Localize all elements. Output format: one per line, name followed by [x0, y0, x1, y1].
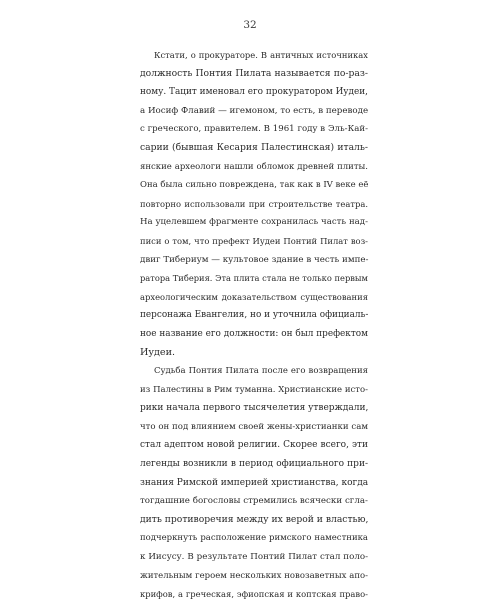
text-line: ратора Тиберия. Эта плита стала не только первым — [140, 273, 368, 284]
text-line: На уцелевшем фрагменте сохранилась часть над- — [140, 217, 368, 228]
text-line: к Иисусу. В результате Понтий Пилат стал поло- — [140, 552, 368, 563]
text-line: с греческого, правителем. В 1961 году в Эль-Кай- — [140, 124, 368, 135]
text-line: янские археологи нашли обломок древней плиты. — [140, 161, 368, 172]
text-line: должность Понтия Пилата называется по-раз- — [140, 67, 368, 79]
text-line: повторно использовали при строительстве театра. — [140, 198, 368, 209]
text-line: писи о том, что префект Иудеи Понтий Пилат воз- — [140, 235, 368, 246]
text-line: жительным героем нескольких новозаветных апо- — [140, 570, 368, 581]
text-line: крифов, а греческая, эфиопская и коптская право- — [140, 589, 368, 600]
text-line: Иудеи. — [140, 346, 176, 358]
text-line: двиг Тибериум — культовое здание в честь импе- — [140, 254, 369, 265]
text-line: персонажа Евангелия, но и уточнила официаль- — [140, 310, 369, 321]
text-line: археологическим доказательством существования — [140, 291, 368, 302]
text-line: а Иосиф Флавий — игемоном, то есть, в переводе — [140, 105, 369, 116]
text-line: легенды возникли в период официального при- — [140, 459, 368, 470]
text-line: Кстати, о прокураторе. В античных источниках — [154, 50, 368, 60]
text-line: знания Римской империей христианства, когда — [140, 477, 369, 488]
text-line: сарии (бывшая Кесария Палестинская) италь- — [140, 141, 368, 153]
text-line: что он под влиянием своей жены-христианки сам — [140, 421, 368, 432]
text-line: Судьба Понтия Пилата после его возвращения — [154, 366, 368, 377]
body-text — [140, 46, 368, 604]
text-line: стал адептом новой религии. Скорее всего, эти — [140, 440, 368, 451]
text-line: ное название его должности: он был префектом — [140, 328, 368, 339]
text-line: из Палестины в Рим туманна. Христианские исто- — [140, 384, 368, 395]
text-line: дить противоречия между их верой и властью, — [140, 513, 369, 525]
text-line: ному. Тацит именовал его прокуратором Иудеи, — [140, 87, 368, 98]
text-line: рики начала первого тысячелетия утверждали, — [140, 403, 369, 414]
text-line: Она была сильно повреждена, так как в IV веке её — [140, 180, 369, 191]
text-line: тогдашние богословы стремились всячески сгла- — [140, 496, 368, 507]
text-line: подчеркнуть расположение римского наместника — [140, 533, 368, 544]
page-number: 32 — [243, 19, 257, 31]
